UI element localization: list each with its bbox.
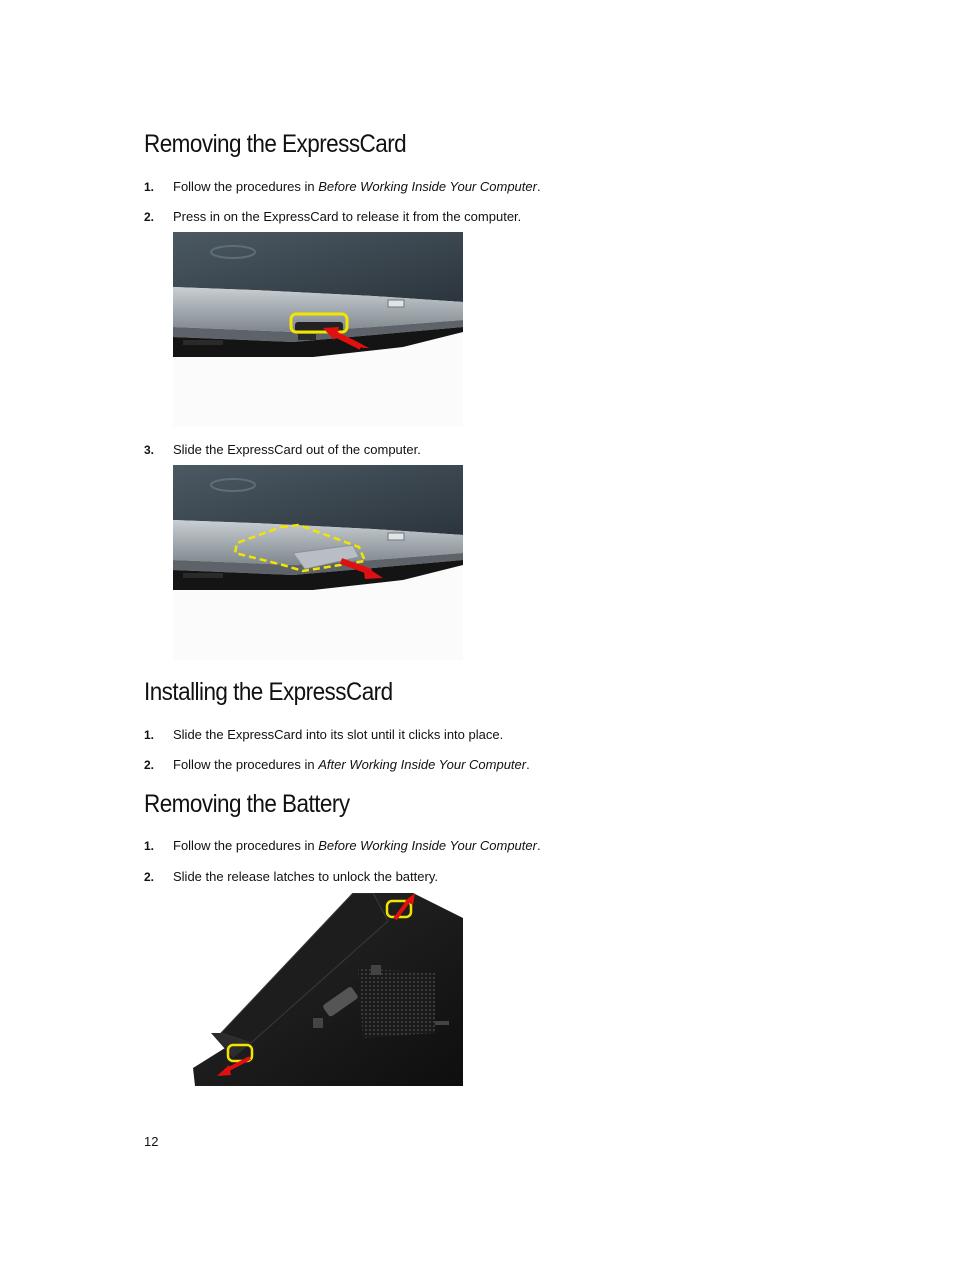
cross-reference: Before Working Inside Your Computer: [318, 179, 537, 194]
manual-page: Removing the ExpressCard 1. Follow the procedures in Before Working Inside Your Computer. 2. Press in on the ExpressCard to release it from the computer. 3. Slide the ExpressCard out of the computer. Installing the ExpressCard 1. Slide the ExpressCard into its slot until it clicks into place. 2. Follow the procedures in After Working Inside Your Computer. Removing the Battery 1. Follow the procedures in Before Working Inside Your Computer. 2. Slide the release latches to unlock the battery. 12: [144, 130, 541, 1149]
step-number: 3.: [144, 443, 155, 457]
step-number: 1.: [144, 728, 155, 742]
step-text: Slide the ExpressCard into its slot until it clicks into place.: [173, 727, 504, 742]
cross-reference: After Working Inside Your Computer: [318, 757, 527, 772]
step-text: Follow the procedures in: [173, 179, 319, 194]
section-title-removing-battery: Removing the Battery: [144, 790, 350, 818]
step-number: 2.: [144, 870, 155, 884]
figure-press-expresscard: [173, 232, 463, 427]
step-number: 2.: [144, 210, 155, 224]
step-text: Press in on the ExpressCard to release it from the computer.: [173, 209, 522, 224]
step-text: Slide the ExpressCard out of the computer.: [173, 442, 421, 457]
step-text: Follow the procedures in: [173, 757, 319, 772]
step-number: 2.: [144, 758, 155, 772]
step-text: Slide the release latches to unlock the battery.: [173, 869, 438, 884]
step-number: 1.: [144, 839, 155, 853]
step-text: Follow the procedures in: [173, 838, 319, 853]
figure-battery-release-latches: [173, 893, 463, 1086]
cross-reference: Before Working Inside Your Computer: [318, 838, 537, 853]
section-title-removing-expresscard: Removing the ExpressCard: [144, 130, 407, 158]
section-title-installing-expresscard: Installing the ExpressCard: [144, 678, 393, 706]
page-number: 12: [144, 1134, 159, 1149]
step-number: 1.: [144, 180, 155, 194]
figure-slide-expresscard-out: [173, 465, 463, 660]
